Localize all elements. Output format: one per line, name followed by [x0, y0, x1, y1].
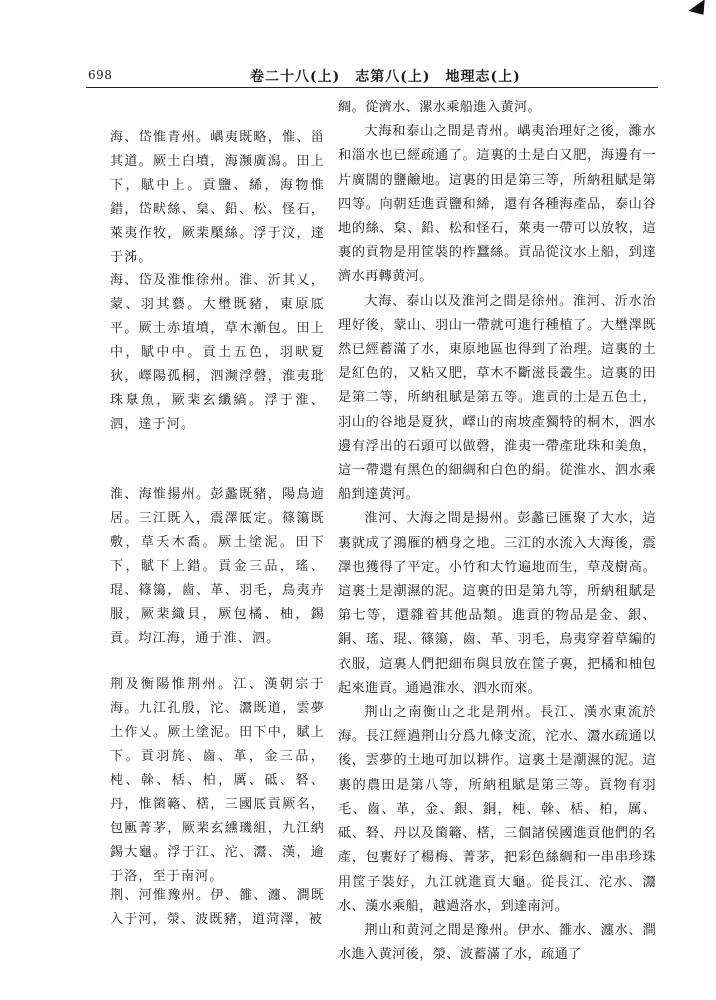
original-paragraph: 海、岱及淮惟徐州。淮、沂其乂，蒙、羽其藝。大壄既豬，東原厎平。厥土赤埴墳，草木漸包。田上中，賦中中。貢土五色，羽畎夏狄，嶧陽孤桐，泗濒浮磬，淮夷玭珠臮魚，厥棐玄纖縞。浮于淮、泗，達于河。	[110, 273, 325, 432]
original-text-yangzhou	[110, 483, 325, 651]
translation-paragraph-xuzhou: 大海、泰山以及淮河之間是徐州。淮河、沂水治理好後，蒙山、羽山一帶就可進行種植了。大壄澤既然已經蓄滿了水，東原地區也得到了治理。這裏的土是紅色的，又粘又肥，草木不斷滋長叢生。這裏的田是第二等，所納租賦是第五等。進貢的土是五色土，羽山的谷地是夏狄，嶧山的南坡產獨特的桐木，泗水邊有浮出的石頭可以做磬，淮夷一帶產玭珠和美魚，這一帶還有黑色的細綢和白色的絹。從淮水、泗水乘船到達黄河。	[338, 293, 656, 503]
translation-paragraph-qingzhou: 大海和泰山之間是青州。嵎夷治理好之後，濰水和淄水也已經疏通了。這裏的土是白又肥，海邊有一片廣闊的鹽鹼地。這裏的田是第三等，所納租賦是第四等。向朝廷進貢鹽和絺，還有各種海產品，泰山谷地的絲、枲、鉛、松和怪石，萊夷一帶可以放牧，這裏的貢物是用筐裝的柞蠶絲。貢品從汶水上船，到達濟水再轉黄河。	[338, 124, 656, 285]
page-corner-mark	[688, 0, 711, 21]
original-text-xuzhou	[110, 269, 325, 437]
translation-column	[338, 96, 656, 967]
running-head: 卷二十八(上) 志第八(上) 地理志(上)	[250, 69, 521, 85]
page-number: 698	[88, 68, 113, 82]
translation-paragraph-jingzhou: 荆山之南衡山之北是荆州。長江、漢水東流於海。長江經過荆山分爲九條支流，沱水、灊水疏通以後，雲夢的土地可加以耕作。這裏土是潮濕的泥。這裏的農田是第八等，所納租賦是第三等。貢物有羽毛、齒、革，金、銀、銅，杶、榦、栝、柏，厲、砥、砮、丹以及箘簵、楛，三個諸侯國進貢他們的名產，包裹好了楊梅、菁茅，把彩色絲綢和一串串珍珠用筐子裝好，九江就進貢大龜。從長江、沱水、灊水、漢水乘船，越過洛水，到達南河。	[338, 705, 656, 914]
original-paragraph: 海、岱惟青州。嵎夷既略，惟、甾其道。厥土白墳，海濒廣潟。田上下，賦中上。貢鹽、絺，海物惟錯，岱畎絲、枲、鉛、松、怪石，萊夷作牧，厥棐檿絲。浮于汶，達于泲。	[110, 130, 325, 265]
original-text-qingzhou	[110, 126, 325, 270]
original-text-yuzhou	[110, 884, 325, 932]
translation-paragraph-continued: 綢。從濟水、漯水乘船進入黄河。	[338, 100, 542, 115]
original-text-jingzhou	[110, 673, 325, 889]
translation-paragraph-yuzhou: 荆山和黄河之間是豫州。伊水、雒水、瀍水、澗水進入黄河後，滎、波蓄滿了水，疏通了	[338, 922, 656, 963]
header-rule	[86, 87, 658, 88]
original-paragraph: 荆、河惟豫州。伊、雒、瀍、澗既入于河，滎、波既豬，道菏澤，被	[110, 888, 325, 927]
translation-paragraph-yangzhou: 淮河、大海之間是揚州。彭蠡已匯聚了大水，這裏就成了鴻雁的栖身之地。三江的水流入大海後，震澤也獲得了平定。小竹和大竹遍地而生，草茂樹高。這裏土是潮濕的泥。這裏的田是第九等，所納租賦是第七等，還雜着其他品類。進貢的物品是金、銀、銅、瑤、琨、篠簜，齒、革、羽毛，鳥夷穿着草編的衣服，這裏人們把細布與貝放在筐子裏，把橘和柚包起來進貢。通過淮水、泗水而來。	[338, 511, 656, 696]
original-paragraph: 荆及衡陽惟荆州。江、漢朝宗于海。九江孔殷，沱、灊既道，雲夢土作乂。厥土塗泥。田下中，賦上下。貢羽旄、齒、革，金三品，杶、榦、栝、柏，厲、砥、砮、丹，惟箘簵、楛，三國厎貢厥名，包匭菁茅，厥棐玄纁璣組，九江納錫大龜。浮于江、沱、灊、漢，逾于洛，至于南河。	[110, 677, 325, 884]
original-paragraph: 淮、海惟揚州。彭蠡既豬，陽鳥逌居。三江既入，震澤厎定。篠簜既敷，草夭木喬。厥土塗泥。田下下，賦下上錯。貢金三品，瑤、琨、篠簜，齒、革、羽毛，鳥夷卉服，厥棐織貝，厥包橘、柚，錫貢。均江海，通于淮、泗。	[110, 487, 325, 646]
